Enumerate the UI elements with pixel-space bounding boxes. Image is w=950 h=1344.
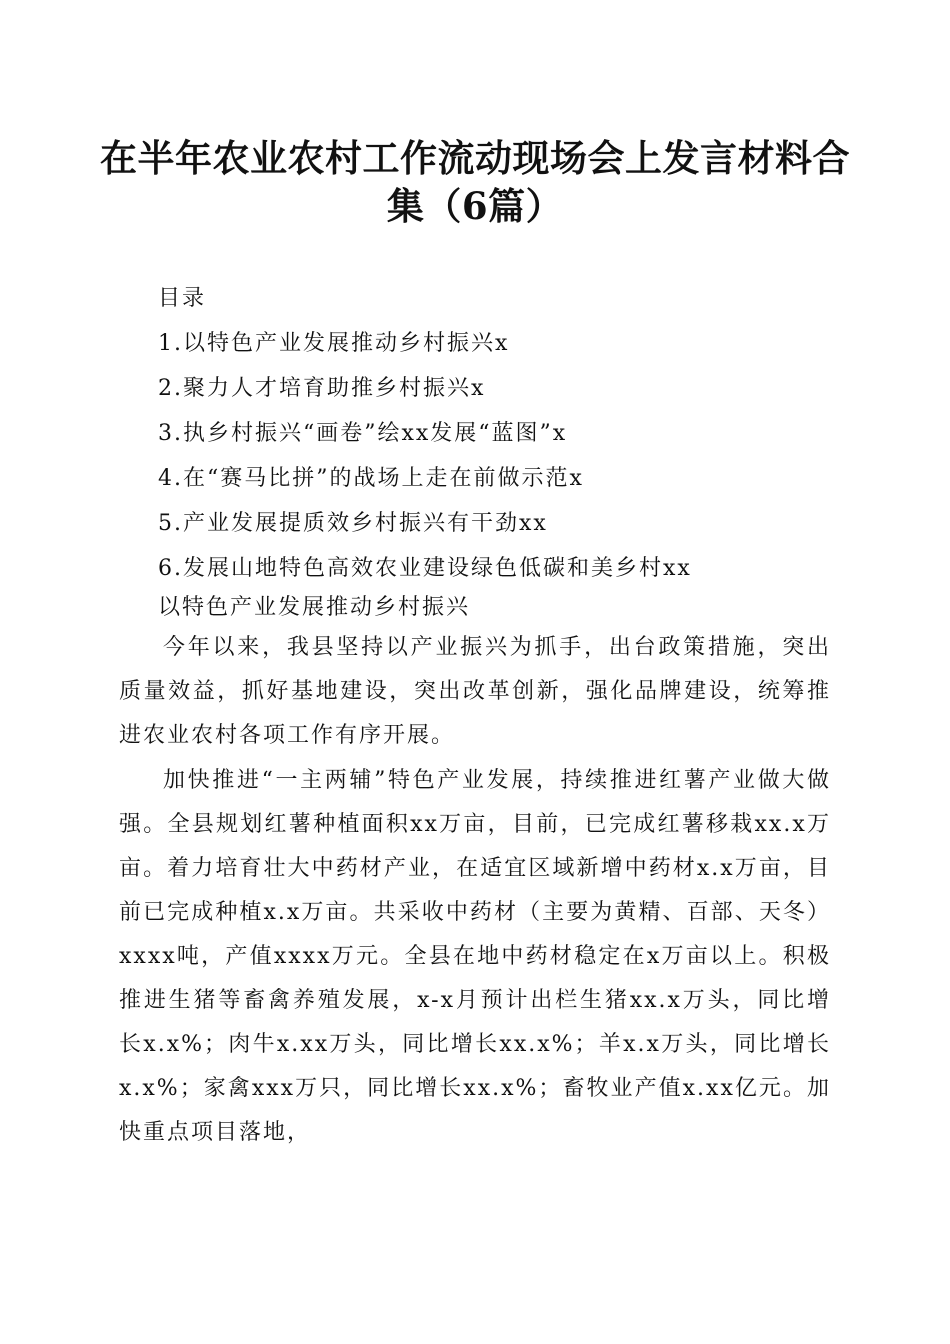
toc-item: 2.聚力人才培育助推乡村振兴x [158,376,486,401]
table-of-contents [158,276,838,591]
paragraph: 今年以来，我县坚持以产业振兴为抓手，出台政策措施，突出质量效益，抓好基地建设，突出改革创新，强化品牌建设，统筹推进农业农村各项工作有序开展。 [119,635,831,748]
document-title [100,134,850,230]
toc-item: 3.执乡村振兴“画卷”绘xx发展“蓝图”x [158,421,568,446]
body-text [119,626,831,1156]
toc-item: 1.以特色产业发展推动乡村振兴x [158,331,510,356]
toc-heading: 目录 [158,286,207,311]
toc-item: 6.发展山地特色高效农业建设绿色低碳和美乡村xx [158,556,692,581]
title-line-1: 在半年农业农村工作流动现场会上发言材料合 [100,136,850,180]
toc-item: 4.在“赛马比拼”的战场上走在前做示范x [158,466,584,491]
section-title: 以特色产业发展推动乡村振兴 [158,595,471,620]
title-line-2: 集（6篇） [386,184,564,228]
paragraph: 加快推进“一主两辅”特色产业发展，持续推进红薯产业做大做强。全县规划红薯种植面积xx万亩，目前，已完成红薯移栽xx.x万亩。着力培育壮大中药材产业，在适宜区域新增中药材x.x万亩，目前已完成种植x.x万亩。共采收中药材（主要为黄精、百部、天冬）xxxx吨，产值xxxx万元。全县在地中药材稳定在x万亩以上。积极推进生猪等畜禽养殖发展，x-x月预计出栏生猪xx.x万头，同比增长x.x%；肉牛x.xx万头，同比增长xx.x%；羊x.x万头，同比增长x.x%；家禽xxx万只，同比增长xx.x%；畜牧业产值x.xx亿元。加快重点项目落地， [119,768,831,1145]
toc-item: 5.产业发展提质效乡村振兴有干劲xx [158,511,548,536]
